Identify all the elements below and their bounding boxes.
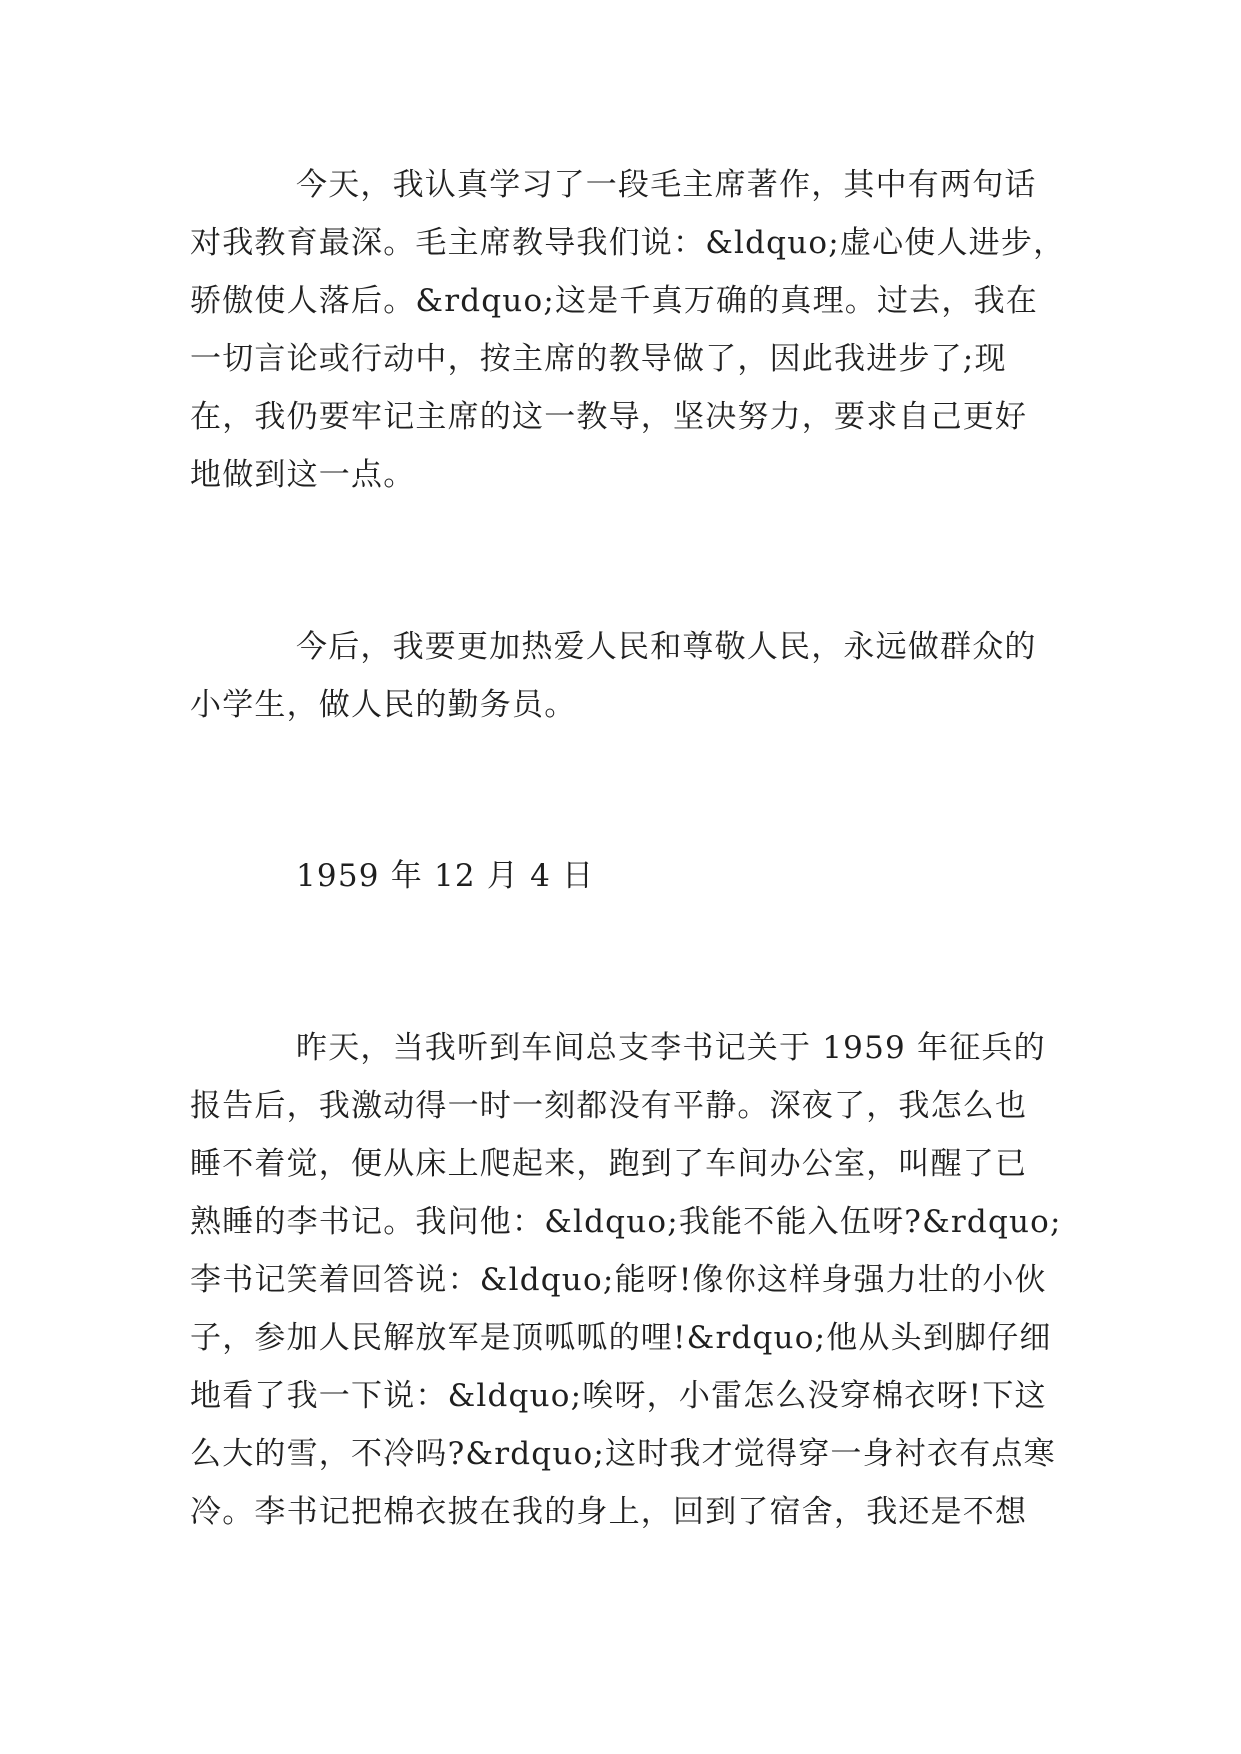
paragraph-1-line-4: 一切言论或行动中，按主席的教导做了，因此我进步了;现 (190, 341, 1007, 377)
paragraph-3-line-1: 昨天，当我听到车间总支李书记关于 1959 年征兵的 (296, 1030, 1046, 1066)
paragraph-1-line-3: 骄傲使人落后。&rdquo;这是千真万确的真理。过去，我在 (190, 283, 1038, 319)
paragraph-3-line-4: 熟睡的李书记。我问他：&ldquo;我能不能入伍呀?&rdquo; (190, 1204, 1062, 1240)
paragraph-3-line-2: 报告后，我激动得一时一刻都没有平静。深夜了，我怎么也 (190, 1088, 1028, 1124)
paragraph-1-line-6: 地做到这一点。 (190, 457, 416, 493)
paragraph-1-line-1: 今天，我认真学习了一段毛主席著作，其中有两句话 (296, 167, 1037, 203)
diary-date: 1959 年 12 月 4 日 (296, 858, 595, 894)
paragraph-2-line-1: 今后，我要更加热爱人民和尊敬人民，永远做群众的 (296, 629, 1037, 665)
paragraph-3-line-6: 子，参加人民解放军是顶呱呱的哩!&rdquo;他从头到脚仔细 (190, 1320, 1052, 1356)
paragraph-3-line-7: 地看了我一下说：&ldquo;唉呀，小雷怎么没穿棉衣呀!下这 (190, 1378, 1047, 1414)
paragraph-2-line-2: 小学生，做人民的勤务员。 (190, 687, 577, 723)
paragraph-3-line-5: 李书记笑着回答说：&ldquo;能呀!像你这样身强力壮的小伙 (190, 1262, 1047, 1298)
paragraph-1-line-5: 在，我仍要牢记主席的这一教导，坚决努力，要求自己更好 (190, 399, 1028, 435)
paragraph-3-line-8: 么大的雪，不冷吗?&rdquo;这时我才觉得穿一身衬衣有点寒 (190, 1436, 1056, 1472)
paragraph-3-line-3: 睡不着觉，便从床上爬起来，跑到了车间办公室，叫醒了已 (190, 1146, 1028, 1182)
paragraph-1-line-2: 对我教育最深。毛主席教导我们说：&ldquo;虚心使人进步， (190, 225, 1066, 261)
paragraph-3-line-9: 冷。李书记把棉衣披在我的身上，回到了宿舍，我还是不想 (190, 1494, 1028, 1530)
